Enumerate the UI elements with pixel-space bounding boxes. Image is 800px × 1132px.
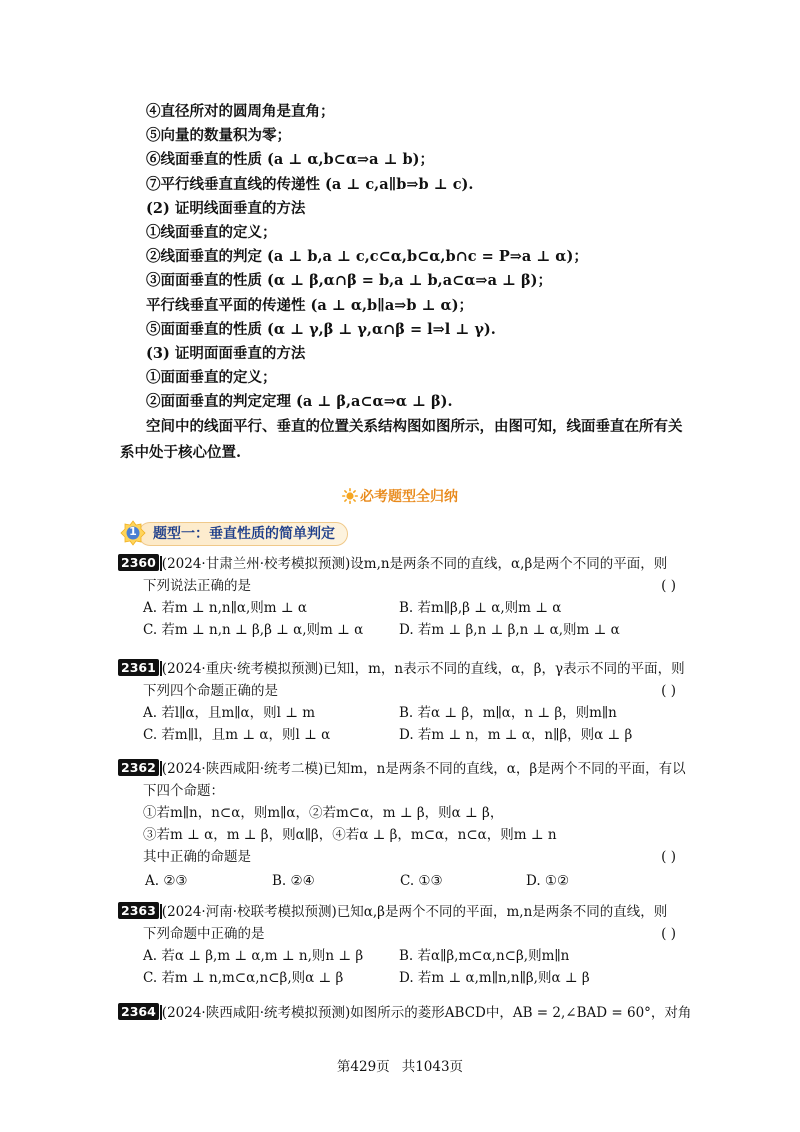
question-stem: (2024·甘肃兰州·校考模拟预测)设m,n是两条不同的直线，α,β是两个不同的平面，则 [161, 556, 668, 572]
option-c: C. 若m∥l，且m ⊥ α，则l ⊥ α [143, 727, 331, 743]
list-item: ②线面垂直的判定 (a ⊥ b,a ⊥ c,c⊂α,b⊂α,b∩c = P⇒a ⊥ α)； [146, 248, 588, 266]
question-2362 [118, 758, 698, 892]
answer-blank: ( ) [661, 926, 676, 942]
option-b: B. 若α ⊥ β，m∥α，n ⊥ β，则m∥n [399, 705, 617, 721]
question-stem: 其中正确的命题是 [143, 849, 251, 865]
section-title-text: 必考题型全归纳 [360, 489, 458, 505]
type-number: 1 [129, 525, 137, 538]
question-number: 2361 [118, 659, 159, 676]
question-2363 [118, 901, 698, 989]
option-a: A. 若l∥α，且m∥α，则l ⊥ m [143, 705, 316, 721]
option-d: D. 若m ⊥ α,m∥n,n∥β,则α ⊥ β [399, 970, 590, 986]
question-stem: 下四个命题： [143, 783, 224, 799]
method-list [146, 100, 706, 414]
question-2361 [118, 658, 698, 746]
question-stem: (2024·河南·校联考模拟预测)已知α,β是两个不同的平面，m,n是两条不同的直线，则 [161, 904, 668, 920]
option-b: B. 若m∥β,β ⊥ α,则m ⊥ α [399, 600, 562, 616]
question-stem: (2024·陕西咸阳·统考二模)已知m，n是两条不同的直线，α，β是两个不同的平面，有以 [161, 761, 686, 777]
page-total: 共1043页 [401, 1059, 464, 1075]
question-number: 2360 [118, 554, 159, 571]
option-c: C. ①③ [400, 873, 443, 889]
option-d: D. 若m ⊥ β,n ⊥ β,n ⊥ α,则m ⊥ α [399, 622, 620, 638]
option-c: C. 若m ⊥ n,n ⊥ β,β ⊥ α,则m ⊥ α [143, 622, 364, 638]
question-stem: (2024·陕西咸阳·统考模拟预测)如图所示的菱形ABCD中，AB = 2,∠BAD = 60°，对角 [161, 1005, 692, 1021]
answer-blank: ( ) [661, 683, 676, 699]
page-footer [0, 1055, 800, 1075]
question-2364 [118, 1002, 698, 1024]
page-number: 第429页 [336, 1059, 390, 1075]
list-item: 平行线垂直平面的传递性 (a ⊥ α,b∥a⇒b ⊥ α)； [146, 296, 474, 314]
list-item: ⑤面面垂直的性质 (α ⊥ γ,β ⊥ γ,α∩β = l⇒l ⊥ γ). [146, 320, 496, 338]
option-a: A. 若m ⊥ n,n∥α,则m ⊥ α [143, 600, 307, 616]
question-stem: (2024·重庆·统考模拟预测)已知l，m，n表示不同的直线，α，β，γ表示不同的平面，则 [161, 661, 685, 677]
list-item: ⑦平行线垂直直线的传递性 (a ⊥ c,a∥b⇒b ⊥ c). [146, 175, 474, 193]
question-number: 2362 [118, 759, 159, 776]
list-item: ⑥线面垂直的性质 (a ⊥ α,b⊂α⇒a ⊥ b)； [146, 151, 435, 169]
option-a: A. 若α ⊥ β,m ⊥ α,m ⊥ n,则n ⊥ β [143, 948, 364, 964]
question-number: 2364 [118, 1003, 159, 1020]
question-type-label: 题型一：垂直性质的简单判定 [138, 522, 348, 546]
answer-blank: ( ) [661, 849, 676, 865]
question-stem: 下列说法正确的是 [143, 578, 251, 594]
answer-blank: ( ) [661, 578, 676, 594]
list-item: ①线面垂直的定义； [146, 223, 277, 241]
list-heading: (2) 证明线面垂直的方法 [146, 199, 306, 217]
option-d: D. ①② [526, 873, 570, 889]
list-item: ④直径所对的圆周角是直角； [146, 103, 335, 120]
option-d: D. 若m ⊥ n，m ⊥ α，n∥β，则α ⊥ β [399, 727, 633, 743]
question-number: 2363 [118, 902, 159, 919]
question-2360 [118, 553, 698, 641]
list-item: ⑤向量的数量积为零； [146, 127, 291, 145]
summary-paragraph [120, 414, 686, 466]
list-item: ①面面垂直的定义； [146, 369, 277, 387]
option-c: C. 若m ⊥ n,m⊂α,n⊂β,则α ⊥ β [143, 970, 344, 986]
sun-icon [342, 488, 358, 508]
option-b: B. ②④ [272, 873, 315, 889]
list-item: ②面面垂直的判定定理 (a ⊥ β,a⊂α⇒α ⊥ β). [146, 393, 453, 411]
question-stem: 下列四个命题正确的是 [143, 683, 278, 699]
proposition-line: ①若m∥n，n⊂α，则m∥α，②若m⊂α，m ⊥ β，则α ⊥ β， [143, 805, 504, 821]
proposition-line: ③若m ⊥ α，m ⊥ β，则α∥β，④若α ⊥ β，m⊂α，n⊂α，则m ⊥ n [143, 827, 557, 843]
option-b: B. 若α∥β,m⊂α,n⊂β,则m∥n [399, 948, 570, 964]
section-title [0, 486, 800, 508]
question-stem: 下列命题中正确的是 [143, 926, 265, 942]
type-number-badge [120, 520, 146, 546]
summary-text: 空间中的线面平行、垂直的位置关系结构图如图所示，由图可知，线面垂直在所有关系中处于核心位置. [120, 418, 683, 461]
list-item: ③面面垂直的性质 (α ⊥ β,α∩β = b,a ⊥ b,a⊂α⇒a ⊥ β)； [146, 272, 552, 290]
list-heading: (3) 证明面面垂直的方法 [146, 344, 306, 362]
option-a: A. ②③ [145, 873, 188, 889]
